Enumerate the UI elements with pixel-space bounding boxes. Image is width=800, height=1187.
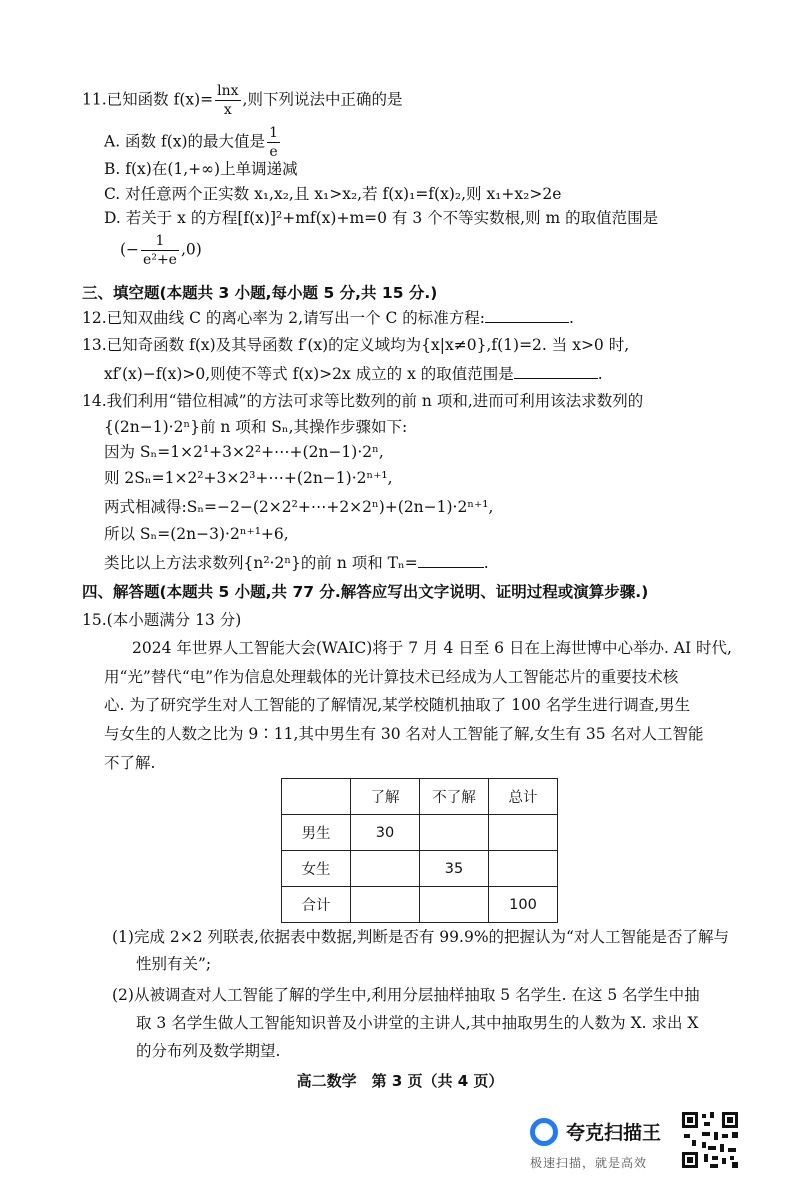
- q14-line6: 所以 Sₙ=(2n−3)·2ⁿ⁺¹+6,: [104, 525, 289, 543]
- table-header-cell: 不了解: [420, 779, 489, 815]
- q12-end: .: [569, 309, 574, 327]
- table-row: [282, 887, 558, 923]
- watermark-slogan: 极速扫描，就是高效: [530, 1156, 648, 1170]
- q13-line2: [104, 362, 603, 385]
- q11-option-b: B. f(x)在(1,+∞)上单调递减: [104, 160, 298, 178]
- q15-title: 15.(本小题满分 13 分): [82, 611, 242, 629]
- q11-option-d-range: [120, 232, 202, 269]
- table-header-cell: 总计: [489, 779, 558, 815]
- table-cell: 35: [420, 851, 489, 887]
- q11-option-d: D. 若关于 x 的方程[f(x)]²+mf(x)+m=0 有 3 个不等实数根,则 m 的取值范围是: [104, 209, 659, 227]
- table-cell: [420, 815, 489, 851]
- table-row: [282, 815, 558, 851]
- table-cell: 30: [351, 815, 420, 851]
- q11-stem-tail: ,则下列说法中正确的是: [242, 90, 403, 109]
- table-cell: [489, 851, 558, 887]
- watermark-name: 夸克扫描王: [566, 1122, 662, 1144]
- q15-para-5: 不了解.: [104, 754, 156, 772]
- q13-answer-blank: [514, 362, 598, 379]
- q11-option-a-num: 1: [269, 125, 278, 141]
- q14-line7-text: 类比以上方法求数列{n²·2ⁿ}的前 n 项和 Tₙ=: [104, 554, 418, 572]
- q12: [82, 306, 574, 329]
- page-footer: 高二数学 第 3 页（共 4 页）: [296, 1072, 504, 1090]
- q11-option-d-open: (−: [120, 240, 140, 259]
- q11-fraction: [215, 82, 240, 119]
- table-cell: [489, 815, 558, 851]
- table-header-cell: 了解: [351, 779, 420, 815]
- q15-para-3: 心. 为了研究学生对人工智能的了解情况,某学校随机抽取了 100 名学生进行调查,男生: [104, 696, 691, 714]
- q15-para-1: 2024 年世界人工智能大会(WAIC)将于 7 月 4 日至 6 日在上海世博中心举办. AI 时代,: [132, 639, 732, 657]
- q15-para-4: 与女生的人数之比为 9∶11,其中男生有 30 名对人工智能了解,女生有 35 名对人工智能: [104, 725, 704, 743]
- qr-code-icon: [680, 1110, 740, 1170]
- q13-end: .: [597, 365, 603, 383]
- q12-answer-blank: [485, 306, 569, 323]
- q15-para-2: 用“光”替代“电”作为信息处理载体的光计算技术已经成为人工智能芯片的重要技术核: [104, 668, 679, 686]
- contingency-table: [281, 778, 558, 923]
- q14-line3: 因为 Sₙ=1×2¹+3×2²+⋯+(2n−1)·2ⁿ,: [104, 443, 384, 461]
- table-cell: [420, 887, 489, 923]
- q11-option-a-fraction: [267, 124, 280, 161]
- q15-sub1-line1: (1)完成 2×2 列联表,依据表中数据,判断是否有 99.9%的把握认为“对人工智能是否了解与: [112, 928, 729, 946]
- q11-option-a-text: A. 函数 f(x)的最大值是: [104, 132, 266, 151]
- q14-line4: 则 2Sₙ=1×2²+3×2³+⋯+(2n−1)·2ⁿ⁺¹,: [104, 469, 393, 487]
- q14-line1: 14.我们利用“错位相减”的方法可求等比数列的前 n 项和,进而可利用该法求数列的: [82, 392, 644, 410]
- q11-option-d-den: e²+e: [143, 252, 177, 268]
- q11-option-c: C. 对任意两个正实数 x₁,x₂,且 x₁>x₂,若 f(x)₁=f(x)₂,则 x₁+x₂>2e: [104, 185, 562, 203]
- q11-option-d-close: ,0): [180, 240, 202, 259]
- table-header-cell: [282, 779, 351, 815]
- q11-option-d-fraction: [141, 232, 179, 269]
- table-cell: [351, 887, 420, 923]
- q14-line7: [104, 551, 489, 574]
- scanner-watermark: [524, 1114, 674, 1174]
- q14-answer-blank: [418, 551, 484, 568]
- q13-line1: 13.已知奇函数 f(x)及其导函数 f′(x)的定义域均为{x|x≠0},f(1)=2. 当 x>0 时,: [82, 336, 630, 354]
- table-header-row: [282, 779, 558, 815]
- q15-sub2-line1: (2)从被调查对人工智能了解的学生中,利用分层抽样抽取 5 名学生. 在这 5 名学生中抽: [112, 986, 700, 1004]
- q11-frac-den: x: [223, 102, 232, 118]
- table-cell: 男生: [282, 815, 351, 851]
- q15-sub1-line2: 性别有关”;: [136, 955, 212, 973]
- quark-logo-icon: [530, 1118, 558, 1146]
- q11-frac-num: lnx: [217, 83, 239, 99]
- q14-line2: {(2n−1)·2ⁿ}前 n 项和 Sₙ,其操作步骤如下:: [104, 418, 408, 436]
- q12-text: 12.已知双曲线 C 的离心率为 2,请写出一个 C 的标准方程:: [82, 309, 486, 327]
- q11-stem: [82, 82, 402, 119]
- table-cell: 女生: [282, 851, 351, 887]
- q15-sub2-line3: 的分布列及数学期望.: [136, 1042, 281, 1060]
- table-cell: 100: [489, 887, 558, 923]
- table-row: [282, 851, 558, 887]
- q14-line5: 两式相减得:Sₙ=−2−(2×2²+⋯+2×2ⁿ)+(2n−1)·2ⁿ⁺¹,: [104, 498, 494, 516]
- q14-end: .: [483, 554, 489, 572]
- q15-sub2-line2: 取 3 名学生做人工智能知识普及小讲堂的主讲人,其中抽取男生的人数为 X. 求出 X: [136, 1014, 699, 1032]
- section-3-heading: 三、填空题(本题共 3 小题,每小题 5 分,共 15 分.): [82, 284, 438, 302]
- q11-option-a: [104, 124, 282, 161]
- q11-stem-text: 11.已知函数 f(x)=: [82, 90, 214, 109]
- q13-line2-text: xf′(x)−f(x)>0,则使不等式 f(x)>2x 成立的 x 的取值范围是: [104, 365, 514, 383]
- table-cell: 合计: [282, 887, 351, 923]
- table-cell: [351, 851, 420, 887]
- q11-option-d-num: 1: [141, 232, 179, 251]
- section-4-heading: 四、解答题(本题共 5 小题,共 77 分.解答应写出文字说明、证明过程或演算步骤.): [82, 583, 649, 601]
- q11-option-a-den: e: [269, 144, 278, 160]
